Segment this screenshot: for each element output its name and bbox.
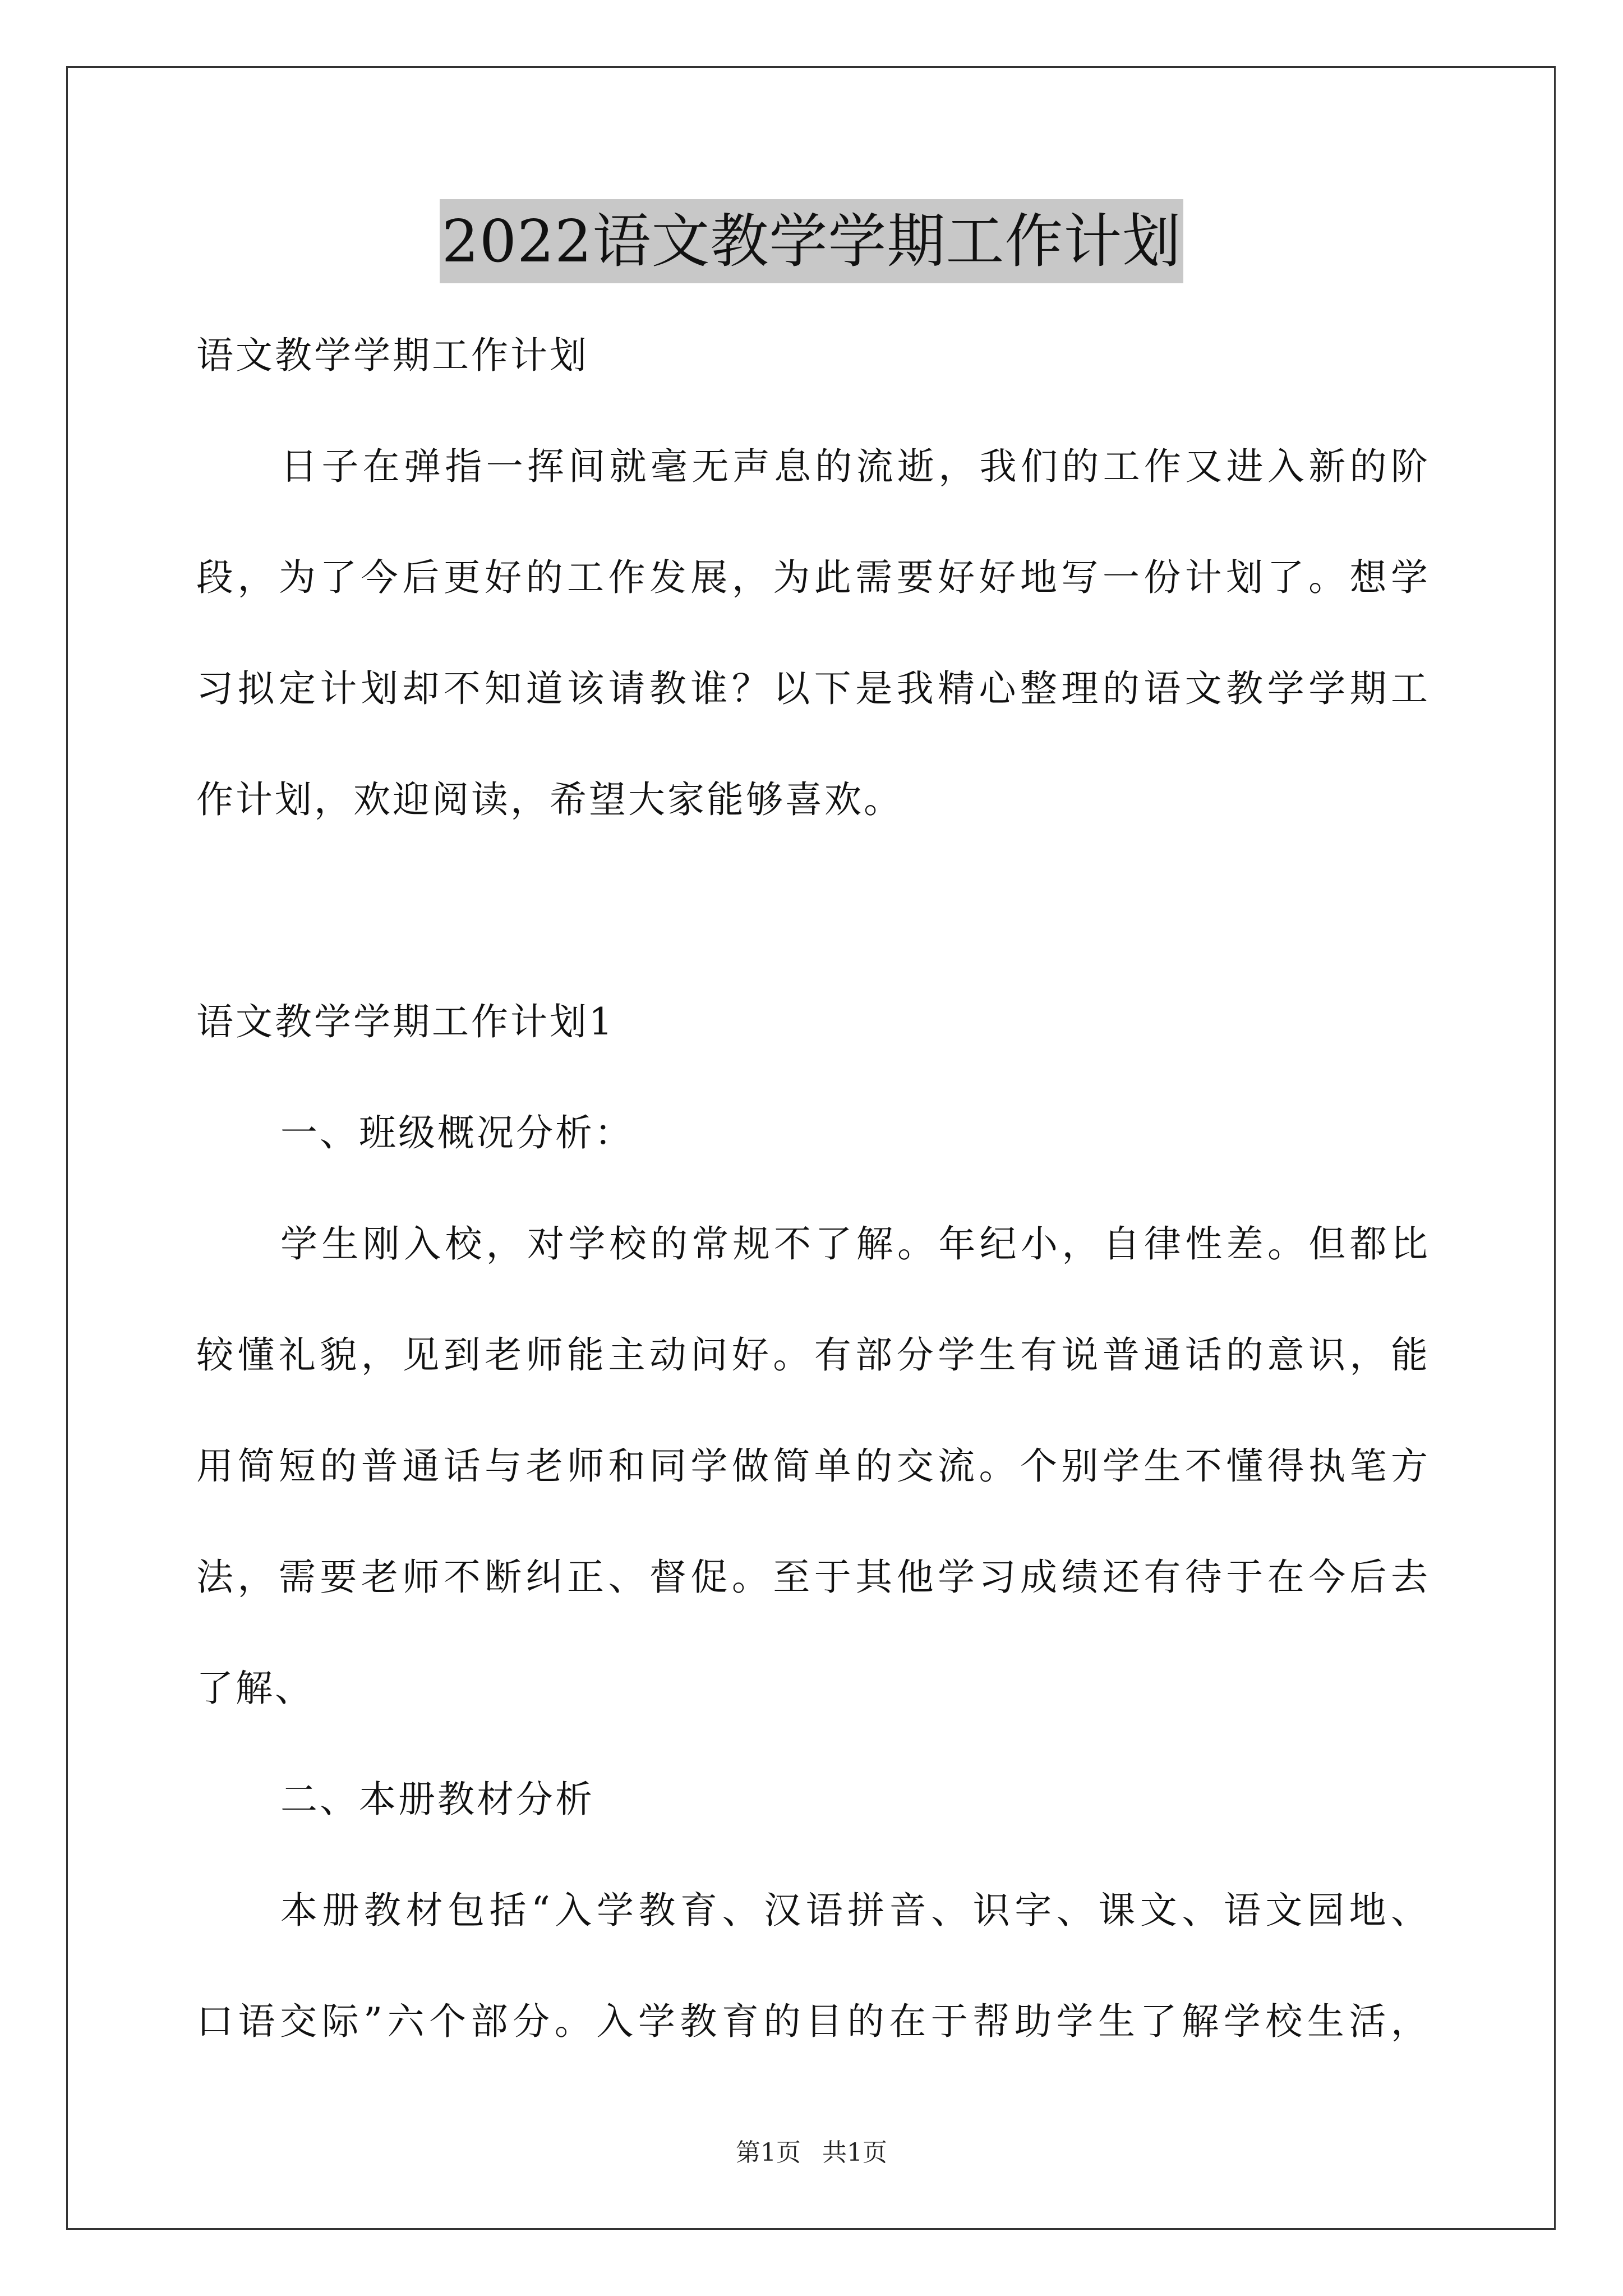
- heading-class-overview: 一、班级概况分析：: [280, 1111, 634, 1154]
- intro-line-3: 习拟定计划却不知道该请教谁？以下是我精心整理的语文教学学期工: [196, 667, 1430, 710]
- document-title: 2022语文教学学期工作计划: [440, 199, 1184, 283]
- page-footer: [0, 2136, 1623, 2170]
- doc-subtitle: 语文教学学期工作计划: [196, 334, 589, 377]
- class-overview-line-3: 用简短的普通话与老师和同学做简单的交流。个别学生不懂得执笔方: [196, 1444, 1430, 1488]
- title-container: [0, 199, 1623, 283]
- intro-line-1: 日子在弹指一挥间就毫无声息的流逝，我们的工作又进入新的阶: [280, 445, 1430, 488]
- class-overview-line-5: 了解、: [196, 1667, 314, 1710]
- document-body: [196, 300, 1430, 2077]
- heading-textbook-analysis: 二、本册教材分析: [280, 1778, 594, 1821]
- textbook-analysis-line-1: 本册教材包括“入学教育、汉语拼音、识字、课文、语文园地、: [280, 1889, 1430, 1932]
- class-overview-line-2: 较懂礼貌，见到老师能主动问好。有部分学生有说普通话的意识，能: [196, 1333, 1430, 1377]
- intro-line-4: 作计划，欢迎阅读，希望大家能够喜欢。: [196, 778, 903, 821]
- section-heading-plan-1: 语文教学学期工作计划1: [196, 1000, 615, 1043]
- intro-line-2: 段，为了今后更好的工作发展，为此需要好好地写一份计划了。想学: [196, 556, 1430, 599]
- page-number-current: 第1页: [736, 2138, 801, 2167]
- class-overview-line-4: 法，需要老师不断纠正、督促。至于其他学习成绩还有待于在今后去: [196, 1556, 1430, 1599]
- page-number-total: 共1页: [822, 2138, 887, 2167]
- textbook-analysis-line-2: 口语交际”六个部分。入学教育的目的在于帮助学生了解学校生活，: [196, 2000, 1430, 2043]
- class-overview-line-1: 学生刚入校，对学校的常规不了解。年纪小，自律性差。但都比: [280, 1222, 1430, 1266]
